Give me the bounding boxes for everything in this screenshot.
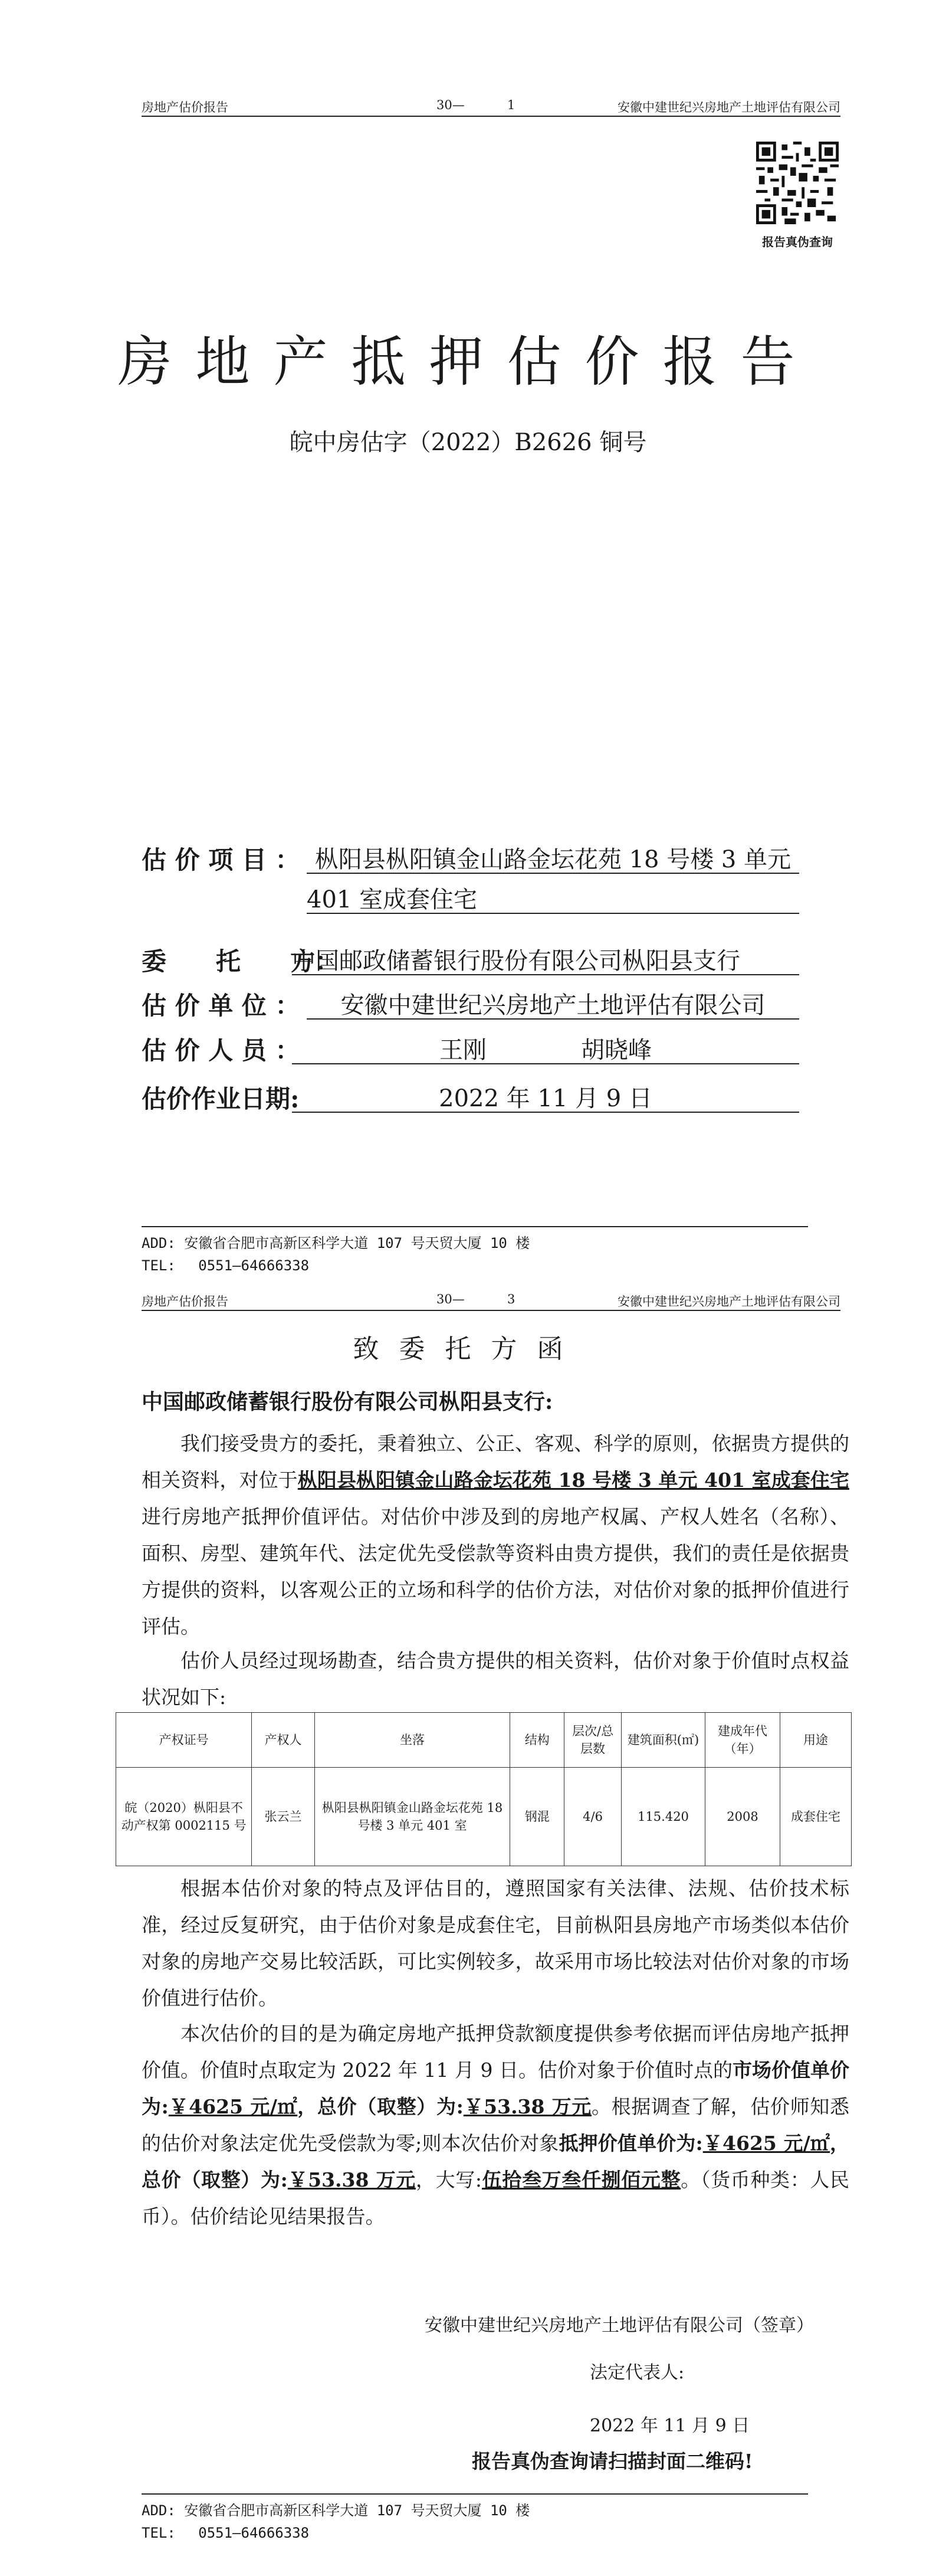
header-page-number: 1 [507, 98, 515, 112]
signature-company: 安徽中建世纪兴房地产土地评估有限公司（签章） [425, 2315, 814, 2336]
table-cell-area: 115.420 [621, 1768, 705, 1866]
property-rights-table [116, 1712, 852, 1866]
mortgage-unit-price: ￥4625 元/㎡ [702, 2132, 830, 2155]
footer-telephone: TEL: 0551—64666338 [142, 1257, 310, 1274]
table-cell-certificate: 皖（2020）枞阳县不动产权第 0002115 号 [116, 1768, 252, 1866]
table-header-cell: 用途 [780, 1713, 851, 1768]
qr-code-block[interactable] [750, 142, 845, 250]
footer-address: ADD: 安徽省合肥市高新区科学大道 107 号天贸大厦 10 楼 [142, 1235, 530, 1251]
client-value: 中国邮政储蓄银行股份有限公司枞阳县支行 [292, 942, 799, 975]
letter-recipient: 中国邮政储蓄银行股份有限公司枞阳县支行: [142, 1389, 553, 1414]
table-cell-structure: 钢混 [510, 1768, 564, 1866]
table-cell-location: 枞阳县枞阳镇金山路金坛花苑 18 号楼 3 单元 401 室 [314, 1768, 510, 1866]
appraisers-label: 估 价 人 员 ： [142, 1036, 300, 1065]
letter-title: 致委托方函 [353, 1334, 583, 1364]
footer-telephone: TEL: 0551—64666338 [142, 2525, 310, 2541]
qr-caption: 报告真伪查询 [762, 235, 833, 249]
date-value: 2022 年 11 月 9 日 [292, 1080, 799, 1113]
header-left-text: 房地产估价报告 [142, 1294, 228, 1309]
table-cell-floor: 4/6 [564, 1768, 622, 1866]
para4-text-f: 。根据调查了解，估价师知悉的估价对象法定优先受偿款为零; [142, 2095, 850, 2155]
cover-page [0, 0, 936, 1286]
table-header-cell: 建成年代（年） [705, 1713, 780, 1768]
header-middle-text: 30— [436, 98, 465, 112]
paragraph-valuation-result [142, 2015, 849, 2235]
page-footer [142, 2493, 808, 2544]
header-right-text: 安徽中建世纪兴房地产土地评估有限公司 [618, 1294, 840, 1309]
project-label: 估 价 项 目 ： [142, 845, 300, 874]
table-header-cell: 建筑面积(㎡) [621, 1713, 705, 1768]
table-header-cell: 结构 [510, 1713, 564, 1768]
client-label: 委 托 方： [142, 947, 340, 976]
header-right-text: 安徽中建世纪兴房地产土地评估有限公司 [618, 100, 840, 114]
paragraph-commission [142, 1425, 849, 1645]
market-unit-price: ￥4625 元/㎡ [168, 2095, 298, 2118]
project-value-line2: 401 室成套住宅 [307, 881, 799, 914]
report-number: 皖中房估字（2022）B2626 铜号 [289, 429, 647, 456]
paragraph-method: 根据本估价对象的特点及评估目的，遵照国家有关法律、法规、估价技术标准，经过反复研究，由于估价对象是成套住宅，目前枞阳县房地产市场类似本估价对象的房地产交易比较活跃，可比实例较多，故采用市场比较法对估价对象的市场价值进行估价。 [142, 1877, 849, 2010]
para4-text-n: 。（货币种类：人民币）。估价结论见结果报告。 [142, 2168, 850, 2228]
appraiser-org-label: 估 价 单 位 ： [142, 991, 300, 1020]
qr-code-icon[interactable] [756, 142, 839, 224]
signature-legal-representative: 法定代表人: [590, 2362, 685, 2383]
table-row [116, 1768, 852, 1866]
appraisers-value: 王刚 胡晓峰 [292, 1031, 799, 1064]
amount-in-words: 伍拾叁万叁仟捌佰元整 [482, 2168, 681, 2191]
para1-text-a: 我们接受贵方的委托，秉着独立、公正、客观、科学的原则，依据贵方提供的相关资料，对位于 [142, 1432, 849, 1492]
table-header-cell: 产权人 [252, 1713, 314, 1768]
header-left-text: 房地产估价报告 [142, 100, 228, 114]
page-footer [142, 1226, 808, 1277]
table-header-cell: 产权证号 [116, 1713, 252, 1768]
table-cell-year: 2008 [705, 1768, 780, 1866]
market-total-label: ，总价（取整）为: [297, 2095, 464, 2118]
para4-text-g: 则本次估价对象 [422, 2132, 559, 2155]
report-title: 房地产抵押估价报告 [117, 330, 819, 394]
running-header [142, 94, 840, 117]
mortgage-unit-price-label: 抵押价值单价为: [559, 2132, 703, 2155]
table-header-cell: 层次/总层数 [564, 1713, 622, 1768]
table-cell-usage: 成套住宅 [780, 1768, 851, 1866]
header-page-number: 3 [507, 1292, 515, 1306]
header-middle-text: 30— [436, 1292, 465, 1306]
table-header-cell: 坐落 [314, 1713, 510, 1768]
table-cell-owner: 张云兰 [252, 1768, 314, 1866]
table-header-row [116, 1713, 852, 1768]
running-header [142, 1289, 840, 1311]
signature-date: 2022 年 11 月 9 日 [590, 2416, 750, 2436]
letter-page [0, 1286, 936, 2576]
para4-text-a: 本次估价的目的是为确定房地产抵押贷款额度提供参考依据而评估房地产抵押价值。价值时点取定为 2022 年 11 月 9 日。估价对象于价值时点的 [142, 2022, 849, 2082]
project-value-line1: 枞阳县枞阳镇金山路金坛花苑 18 号楼 3 单元 [307, 841, 799, 874]
para4-text-l: ，大写: [415, 2168, 482, 2191]
mortgage-total-label: ，总价（取整）为: [142, 2132, 850, 2191]
mortgage-total-price: ￥53.38 万元 [287, 2168, 416, 2191]
market-unit-price-label: 市场价值单价为: [142, 2059, 849, 2118]
verification-note: 报告真伪查询请扫描封面二维码! [472, 2450, 753, 2473]
property-address-highlight: 枞阳县枞阳镇金山路金坛花苑 18 号楼 3 单元 401 室成套住宅 [297, 1469, 850, 1492]
appraiser-org-value: 安徽中建世纪兴房地产土地评估有限公司 [307, 987, 799, 1020]
date-label: 估价作业日期: [142, 1084, 300, 1113]
market-total-price: ￥53.38 万元 [463, 2095, 592, 2118]
footer-address: ADD: 安徽省合肥市高新区科学大道 107 号天贸大厦 10 楼 [142, 2502, 530, 2519]
para1-text-c: 进行房地产抵押价值评估。对估价中涉及到的房地产权属、产权人姓名（名称）、面积、房型、建筑年代、法定优先受偿款等资料由贵方提供，我们的责任是依据贵方提供的资料，以客观公正的立场和科学的估价方法，对估价对象的抵押价值进行评估。 [142, 1505, 849, 1638]
paragraph-survey: 估价人员经过现场勘查，结合贵方提供的相关资料，估价对象于价值时点权益状况如下: [142, 1649, 849, 1709]
